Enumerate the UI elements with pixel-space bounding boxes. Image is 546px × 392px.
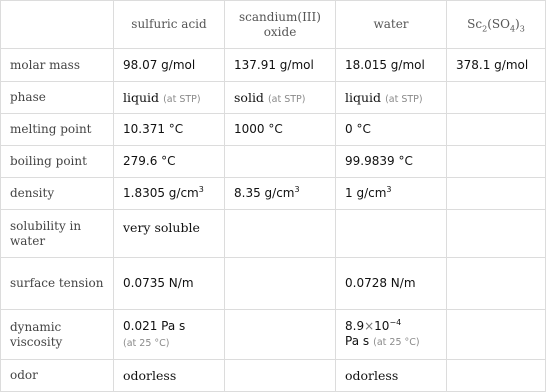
density-scandium-oxide: 8.35 $g/cm^3$	[225, 178, 336, 210]
header-row	[1, 1, 546, 49]
surface-tension-scandium-sulfate	[447, 258, 546, 310]
density-sulfuric-acid: 1.8305 $g/cm^3$	[114, 178, 225, 210]
column-header-water: water	[336, 1, 447, 49]
surface-tension-scandium-oxide	[225, 258, 336, 310]
row-label-odor: odor	[1, 360, 114, 392]
row-label-boiling-point: boiling point	[1, 146, 114, 178]
dynamic-viscosity-sulfuric-acid: 0.021 Pa s (at 25 °C)	[114, 310, 225, 360]
boiling-point-scandium-sulfate	[447, 146, 546, 178]
solubility-water	[336, 210, 447, 258]
molar-mass-water: 18.015 g/mol	[336, 49, 447, 82]
molar-mass-scandium-sulfate: 378.1 g/mol	[447, 49, 546, 82]
solubility-scandium-sulfate	[447, 210, 546, 258]
phase-scandium-sulfate	[447, 82, 546, 114]
melting-point-sulfuric-acid: 10.371 °C	[114, 114, 225, 146]
row-boiling-point	[1, 146, 546, 178]
row-phase	[1, 82, 546, 114]
odor-scandium-oxide	[225, 360, 336, 392]
row-solubility	[1, 210, 546, 258]
row-label-surface-tension: surface tension	[1, 258, 114, 310]
boiling-point-sulfuric-acid: 279.6 °C	[114, 146, 225, 178]
row-odor	[1, 360, 546, 392]
phase-scandium-oxide: solid (at STP)	[225, 82, 336, 114]
column-header-sulfuric-acid: sulfuric acid	[114, 1, 225, 49]
dynamic-viscosity-water: $8.9\times 10^{-4}$ Pa s (at 25 °C)	[336, 310, 447, 360]
melting-point-scandium-sulfate	[447, 114, 546, 146]
row-label-melting-point: melting point	[1, 114, 114, 146]
row-label-molar-mass: molar mass	[1, 49, 114, 82]
odor-scandium-sulfate	[447, 360, 546, 392]
melting-point-scandium-oxide: 1000 °C	[225, 114, 336, 146]
row-melting-point	[1, 114, 546, 146]
dynamic-viscosity-scandium-oxide	[225, 310, 336, 360]
row-density	[1, 178, 546, 210]
solubility-sulfuric-acid: very soluble	[114, 210, 225, 258]
melting-point-water: 0 °C	[336, 114, 447, 146]
solubility-scandium-oxide	[225, 210, 336, 258]
row-label-dynamic-viscosity: dynamic viscosity	[1, 310, 114, 360]
column-header-scandium-oxide: scandium(III) oxide	[225, 1, 336, 49]
odor-water: odorless	[336, 360, 447, 392]
row-dynamic-viscosity	[1, 310, 546, 360]
row-label-density: density	[1, 178, 114, 210]
phase-water: liquid (at STP)	[336, 82, 447, 114]
column-header-scandium-sulfate: $Sc_2(SO_4)_3$	[447, 1, 546, 49]
boiling-point-scandium-oxide	[225, 146, 336, 178]
surface-tension-water: 0.0728 N/m	[336, 258, 447, 310]
molar-mass-sulfuric-acid: 98.07 g/mol	[114, 49, 225, 82]
density-scandium-sulfate	[447, 178, 546, 210]
corner-cell	[1, 1, 114, 49]
surface-tension-sulfuric-acid: 0.0735 N/m	[114, 258, 225, 310]
boiling-point-water: 99.9839 °C	[336, 146, 447, 178]
odor-sulfuric-acid: odorless	[114, 360, 225, 392]
row-surface-tension	[1, 258, 546, 310]
row-label-solubility: solubility in water	[1, 210, 114, 258]
row-molar-mass	[1, 49, 546, 82]
row-label-phase: phase	[1, 82, 114, 114]
phase-sulfuric-acid: liquid (at STP)	[114, 82, 225, 114]
dynamic-viscosity-scandium-sulfate	[447, 310, 546, 360]
molar-mass-scandium-oxide: 137.91 g/mol	[225, 49, 336, 82]
density-water: 1 $g/cm^3$	[336, 178, 447, 210]
